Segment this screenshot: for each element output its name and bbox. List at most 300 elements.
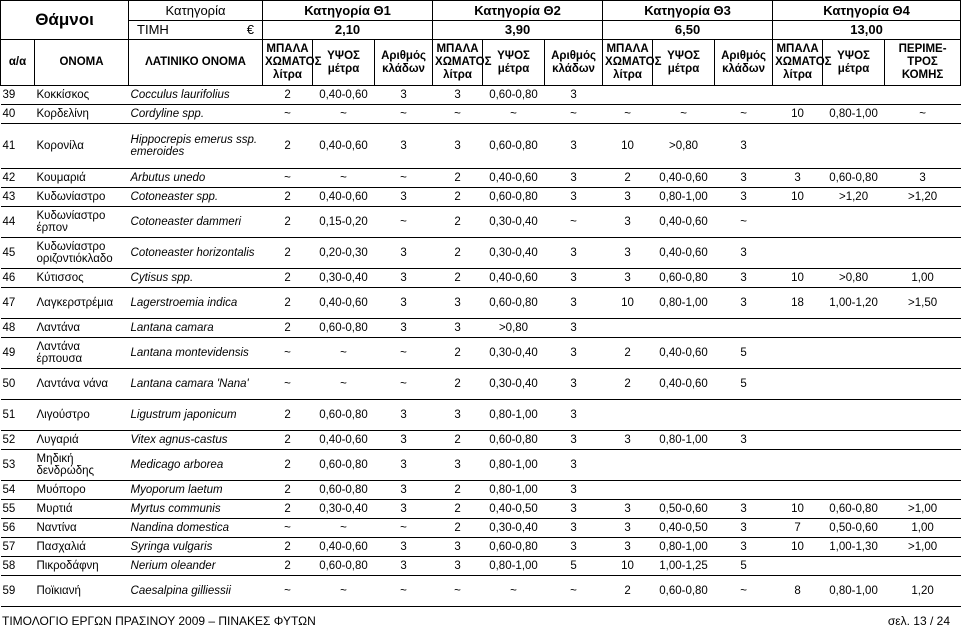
value-cell: [715, 450, 773, 481]
value-cell: 2: [263, 319, 313, 338]
value-cell: 0,40-0,60: [313, 86, 375, 105]
common-name: Κυδωνίαστρο οριζοντιόκλαδο: [35, 238, 129, 269]
value-cell: 0,40-0,60: [313, 538, 375, 557]
value-cell: 3: [715, 124, 773, 169]
footer-title: ΤΙΜΟΛΟΓΙΟ ΕΡΓΩΝ ΠΡΑΣΙΝΟΥ 2009 – ΠΙΝΑΚΕΣ ΦΥΤΩΝ: [2, 614, 316, 628]
value-cell: 3: [715, 238, 773, 269]
value-cell: [885, 431, 961, 450]
value-cell: 0,40-0,60: [313, 288, 375, 319]
value-cell: ~: [433, 105, 483, 124]
value-cell: 0,30-0,40: [483, 338, 545, 369]
value-cell: [603, 319, 653, 338]
latin-name: Lagerstroemia indica: [129, 288, 263, 319]
value-cell: 3: [603, 188, 653, 207]
value-cell: 3: [715, 269, 773, 288]
latin-name: Caesalpina gilliessii: [129, 576, 263, 607]
row-number: 54: [1, 481, 35, 500]
value-cell: 2: [433, 188, 483, 207]
value-cell: 2: [433, 338, 483, 369]
value-cell: 3: [603, 500, 653, 519]
value-cell: 2: [263, 431, 313, 450]
table-row: [1, 105, 961, 124]
value-cell: 0,80-1,00: [653, 288, 715, 319]
value-cell: 3: [375, 557, 433, 576]
value-cell: ~: [313, 338, 375, 369]
value-cell: [885, 319, 961, 338]
value-cell: 10: [603, 124, 653, 169]
value-cell: 3: [375, 500, 433, 519]
value-cell: ~: [263, 338, 313, 369]
value-cell: ~: [313, 369, 375, 400]
table-row: [1, 481, 961, 500]
value-cell: 18: [773, 288, 823, 319]
value-cell: [823, 338, 885, 369]
value-cell: 3: [545, 431, 603, 450]
common-name: Λιγούστρο: [35, 400, 129, 431]
value-cell: 7: [773, 519, 823, 538]
latin-name: Hippocrepis emerus ssp. emeroides: [129, 124, 263, 169]
value-cell: 3: [375, 238, 433, 269]
col-name: ΟΝΟΜΑ: [35, 40, 129, 86]
value-cell: 10: [773, 538, 823, 557]
value-cell: 0,30-0,40: [483, 207, 545, 238]
value-cell: 0,60-0,80: [653, 269, 715, 288]
page-number: σελ. 13 / 24: [887, 614, 950, 628]
common-name: Μυρτιά: [35, 500, 129, 519]
value-cell: [773, 338, 823, 369]
value-cell: 3: [715, 188, 773, 207]
value-cell: 3: [773, 169, 823, 188]
value-cell: [885, 207, 961, 238]
table-row: [1, 400, 961, 431]
common-name: Ναντίνα: [35, 519, 129, 538]
value-cell: 2: [263, 207, 313, 238]
value-cell: ~: [603, 105, 653, 124]
col-branches: Αριθμός κλάδων: [545, 40, 603, 86]
value-cell: 2: [263, 400, 313, 431]
value-cell: 10: [773, 105, 823, 124]
value-cell: [653, 450, 715, 481]
value-cell: 0,40-0,60: [653, 238, 715, 269]
value-cell: ~: [263, 519, 313, 538]
value-cell: 0,60-0,80: [653, 576, 715, 607]
value-cell: 3: [545, 500, 603, 519]
price-t2: 3,90: [433, 21, 603, 40]
table-row: [1, 538, 961, 557]
value-cell: 3: [375, 288, 433, 319]
value-cell: 3: [715, 169, 773, 188]
value-cell: [773, 450, 823, 481]
value-cell: 3: [545, 288, 603, 319]
value-cell: [715, 400, 773, 431]
value-cell: 0,30-0,40: [483, 238, 545, 269]
value-cell: [715, 319, 773, 338]
value-cell: 0,80-1,00: [483, 557, 545, 576]
value-cell: ~: [433, 576, 483, 607]
value-cell: 2: [263, 269, 313, 288]
value-cell: [885, 338, 961, 369]
value-cell: 0,40-0,60: [653, 207, 715, 238]
latin-name: Nandina domestica: [129, 519, 263, 538]
value-cell: 3: [715, 519, 773, 538]
row-number: 49: [1, 338, 35, 369]
latin-name: Myrtus communis: [129, 500, 263, 519]
value-cell: 1,00: [885, 519, 961, 538]
row-number: 51: [1, 400, 35, 431]
value-cell: 0,60-0,80: [313, 450, 375, 481]
value-cell: [773, 400, 823, 431]
table-row: [1, 338, 961, 369]
row-number: 41: [1, 124, 35, 169]
value-cell: 2: [263, 481, 313, 500]
value-cell: 0,15-0,20: [313, 207, 375, 238]
value-cell: 3: [545, 481, 603, 500]
value-cell: 2: [433, 207, 483, 238]
latin-name: Vitex agnus-castus: [129, 431, 263, 450]
value-cell: 3: [375, 538, 433, 557]
row-number: 44: [1, 207, 35, 238]
value-cell: ~: [545, 105, 603, 124]
value-cell: [773, 431, 823, 450]
value-cell: 0,80-1,00: [653, 538, 715, 557]
common-name: Κορονίλα: [35, 124, 129, 169]
value-cell: 2: [263, 124, 313, 169]
value-cell: 1,00-1,30: [823, 538, 885, 557]
value-cell: 3: [375, 400, 433, 431]
row-number: 46: [1, 269, 35, 288]
value-cell: [823, 450, 885, 481]
table-row: [1, 269, 961, 288]
table-row: [1, 86, 961, 105]
latin-name: Nerium oleander: [129, 557, 263, 576]
value-cell: 3: [545, 269, 603, 288]
common-name: Λαντάνα: [35, 319, 129, 338]
value-cell: 5: [545, 557, 603, 576]
value-cell: 2: [433, 519, 483, 538]
value-cell: [653, 319, 715, 338]
latin-name: Ligustrum japonicum: [129, 400, 263, 431]
row-number: 57: [1, 538, 35, 557]
value-cell: ~: [263, 369, 313, 400]
common-name: Πασχαλιά: [35, 538, 129, 557]
table-row: [1, 576, 961, 607]
value-cell: 0,50-0,60: [653, 500, 715, 519]
common-name: Λαντάνα έρπουσα: [35, 338, 129, 369]
value-cell: [823, 238, 885, 269]
latin-name: Arbutus unedo: [129, 169, 263, 188]
value-cell: ~: [483, 105, 545, 124]
latin-name: Syringa vulgaris: [129, 538, 263, 557]
value-cell: [773, 238, 823, 269]
table-header: [1, 1, 961, 86]
col-aa: α/α: [1, 40, 35, 86]
value-cell: 10: [773, 269, 823, 288]
value-cell: 3: [545, 519, 603, 538]
col-branches: Αριθμός κλάδων: [375, 40, 433, 86]
value-cell: 3: [715, 500, 773, 519]
row-number: 43: [1, 188, 35, 207]
value-cell: 0,60-0,80: [483, 538, 545, 557]
value-cell: 2: [263, 188, 313, 207]
header-row-prices: [1, 21, 961, 40]
value-cell: ~: [375, 338, 433, 369]
price-t3: 6,50: [603, 21, 773, 40]
common-name: Λαγκερστρέμια: [35, 288, 129, 319]
row-number: 42: [1, 169, 35, 188]
value-cell: 0,30-0,40: [483, 369, 545, 400]
value-cell: 2: [433, 169, 483, 188]
value-cell: 1,00: [885, 269, 961, 288]
value-cell: ~: [483, 576, 545, 607]
value-cell: ~: [375, 519, 433, 538]
value-cell: [603, 86, 653, 105]
value-cell: 0,40-0,60: [483, 269, 545, 288]
latin-name: Cordyline spp.: [129, 105, 263, 124]
value-cell: [773, 86, 823, 105]
value-cell: 3: [433, 319, 483, 338]
value-cell: 2: [263, 86, 313, 105]
table-row: [1, 431, 961, 450]
row-number: 50: [1, 369, 35, 400]
value-cell: >1,20: [885, 188, 961, 207]
category-t1: Κατηγορία Θ1: [263, 1, 433, 21]
value-cell: 2: [433, 481, 483, 500]
value-cell: >1,00: [885, 500, 961, 519]
common-name: Λαντάνα νάνα: [35, 369, 129, 400]
value-cell: 2: [433, 369, 483, 400]
value-cell: ~: [715, 207, 773, 238]
price-label: ΤΙΜΗ: [137, 22, 169, 37]
value-cell: 0,60-0,80: [823, 500, 885, 519]
value-cell: [823, 481, 885, 500]
value-cell: 1,00-1,25: [653, 557, 715, 576]
value-cell: 5: [715, 338, 773, 369]
value-cell: [603, 481, 653, 500]
common-name: Μυόπορο: [35, 481, 129, 500]
common-name: Κορδελίνη: [35, 105, 129, 124]
value-cell: 0,80-1,00: [823, 105, 885, 124]
value-cell: [773, 557, 823, 576]
value-cell: 0,60-0,80: [483, 288, 545, 319]
value-cell: 3: [545, 86, 603, 105]
latin-name: Myoporum laetum: [129, 481, 263, 500]
value-cell: 0,80-1,00: [483, 481, 545, 500]
value-cell: 3: [603, 207, 653, 238]
value-cell: [885, 86, 961, 105]
value-cell: ~: [313, 105, 375, 124]
row-number: 47: [1, 288, 35, 319]
value-cell: 0,30-0,40: [313, 500, 375, 519]
value-cell: 3: [603, 431, 653, 450]
header-row-columns: [1, 40, 961, 86]
value-cell: 3: [375, 481, 433, 500]
table-row: [1, 500, 961, 519]
value-cell: ~: [375, 169, 433, 188]
common-name: Κουμαριά: [35, 169, 129, 188]
value-cell: 0,40-0,60: [653, 169, 715, 188]
table-row: [1, 207, 961, 238]
value-cell: 3: [375, 431, 433, 450]
value-cell: ~: [653, 105, 715, 124]
value-cell: ~: [313, 576, 375, 607]
table-row: [1, 519, 961, 538]
value-cell: 2: [433, 238, 483, 269]
value-cell: 3: [885, 169, 961, 188]
latin-name: Cocculus laurifolius: [129, 86, 263, 105]
value-cell: 8: [773, 576, 823, 607]
value-cell: 3: [433, 124, 483, 169]
value-cell: [823, 319, 885, 338]
value-cell: [653, 400, 715, 431]
value-cell: [885, 238, 961, 269]
value-cell: [823, 369, 885, 400]
value-cell: 0,60-0,80: [313, 319, 375, 338]
value-cell: 0,80-1,00: [483, 400, 545, 431]
value-cell: 0,40-0,60: [653, 338, 715, 369]
value-cell: [823, 124, 885, 169]
value-cell: 2: [433, 500, 483, 519]
value-cell: 2: [263, 450, 313, 481]
value-cell: 0,40-0,60: [313, 124, 375, 169]
category-t3: Κατηγορία Θ3: [603, 1, 773, 21]
value-cell: 0,60-0,80: [483, 188, 545, 207]
row-number: 59: [1, 576, 35, 607]
value-cell: 3: [545, 538, 603, 557]
value-cell: [823, 557, 885, 576]
value-cell: 1,20: [885, 576, 961, 607]
value-cell: 3: [545, 400, 603, 431]
category-t4: Κατηγορία Θ4: [773, 1, 961, 21]
table-row: [1, 369, 961, 400]
value-cell: 2: [603, 576, 653, 607]
value-cell: 3: [603, 538, 653, 557]
table-row: [1, 288, 961, 319]
value-cell: 0,40-0,50: [483, 500, 545, 519]
common-name: Κοκκίσκος: [35, 86, 129, 105]
value-cell: ~: [375, 105, 433, 124]
value-cell: 3: [433, 288, 483, 319]
value-cell: 3: [433, 557, 483, 576]
value-cell: [653, 86, 715, 105]
col-height: ΥΨΟΣ μέτρα: [483, 40, 545, 86]
value-cell: ~: [313, 169, 375, 188]
value-cell: 3: [375, 450, 433, 481]
col-ball: ΜΠΑΛΑ ΧΩΜΑΤΟΣ λίτρα: [433, 40, 483, 86]
common-name: Κυδωνίαστρο έρπον: [35, 207, 129, 238]
value-cell: ~: [885, 105, 961, 124]
value-cell: 0,80-1,00: [483, 450, 545, 481]
value-cell: 0,30-0,40: [313, 269, 375, 288]
value-cell: 3: [603, 519, 653, 538]
row-number: 56: [1, 519, 35, 538]
value-cell: 10: [603, 288, 653, 319]
value-cell: 0,40-0,60: [313, 188, 375, 207]
value-cell: [773, 319, 823, 338]
value-cell: [885, 450, 961, 481]
value-cell: 3: [545, 450, 603, 481]
col-ball: ΜΠΑΛΑ ΧΩΜΑΤΟΣ λίτρα: [263, 40, 313, 86]
col-ball: ΜΠΑΛΑ ΧΩΜΑΤΟΣ λίτρα: [773, 40, 823, 86]
value-cell: 0,80-1,00: [823, 576, 885, 607]
value-cell: 0,60-0,80: [483, 431, 545, 450]
value-cell: 3: [375, 269, 433, 288]
value-cell: 3: [375, 319, 433, 338]
col-latin: ΛΑΤΙΝΙΚΟ ΟΝΟΜΑ: [129, 40, 263, 86]
table-row: [1, 557, 961, 576]
value-cell: [823, 431, 885, 450]
header-row-categories: [1, 1, 961, 21]
row-number: 45: [1, 238, 35, 269]
row-number: 39: [1, 86, 35, 105]
category-t2: Κατηγορία Θ2: [433, 1, 603, 21]
value-cell: 10: [773, 188, 823, 207]
value-cell: 3: [545, 238, 603, 269]
latin-name: Cotoneaster spp.: [129, 188, 263, 207]
value-cell: 10: [773, 500, 823, 519]
value-cell: ~: [545, 576, 603, 607]
value-cell: 2: [603, 369, 653, 400]
common-name: Κυδωνίαστρο: [35, 188, 129, 207]
value-cell: [603, 450, 653, 481]
table-row: [1, 169, 961, 188]
value-cell: [885, 124, 961, 169]
value-cell: [773, 124, 823, 169]
value-cell: 2: [603, 169, 653, 188]
value-cell: 0,80-1,00: [653, 431, 715, 450]
table-row: [1, 450, 961, 481]
value-cell: 3: [715, 288, 773, 319]
value-cell: [653, 481, 715, 500]
category-label: Κατηγορία: [129, 1, 263, 21]
latin-name: Cotoneaster horizontalis: [129, 238, 263, 269]
currency-symbol: €: [246, 22, 255, 37]
value-cell: 2: [433, 431, 483, 450]
value-cell: 0,40-0,60: [313, 431, 375, 450]
col-height: ΥΨΟΣ μέτρα: [823, 40, 885, 86]
value-cell: >1,00: [885, 538, 961, 557]
value-cell: 10: [603, 557, 653, 576]
price-t1: 2,10: [263, 21, 433, 40]
value-cell: [823, 86, 885, 105]
value-cell: ~: [545, 207, 603, 238]
table-row: [1, 319, 961, 338]
value-cell: ~: [715, 105, 773, 124]
table-row: [1, 124, 961, 169]
col-ball: ΜΠΑΛΑ ΧΩΜΑΤΟΣ λίτρα: [603, 40, 653, 86]
value-cell: 3: [433, 400, 483, 431]
value-cell: [885, 400, 961, 431]
value-cell: 3: [375, 124, 433, 169]
common-name: Μηδική δενδρώδης: [35, 450, 129, 481]
value-cell: 2: [263, 238, 313, 269]
value-cell: 3: [375, 188, 433, 207]
value-cell: ~: [375, 207, 433, 238]
value-cell: 3: [715, 538, 773, 557]
value-cell: [603, 400, 653, 431]
value-cell: 0,20-0,30: [313, 238, 375, 269]
common-name: Πικροδάφνη: [35, 557, 129, 576]
row-number: 48: [1, 319, 35, 338]
value-cell: [773, 481, 823, 500]
value-cell: [823, 207, 885, 238]
value-cell: ~: [375, 576, 433, 607]
value-cell: 3: [433, 86, 483, 105]
value-cell: ~: [313, 519, 375, 538]
value-cell: 0,40-0,60: [483, 169, 545, 188]
value-cell: 2: [263, 538, 313, 557]
value-cell: 2: [433, 269, 483, 288]
value-cell: ~: [263, 169, 313, 188]
